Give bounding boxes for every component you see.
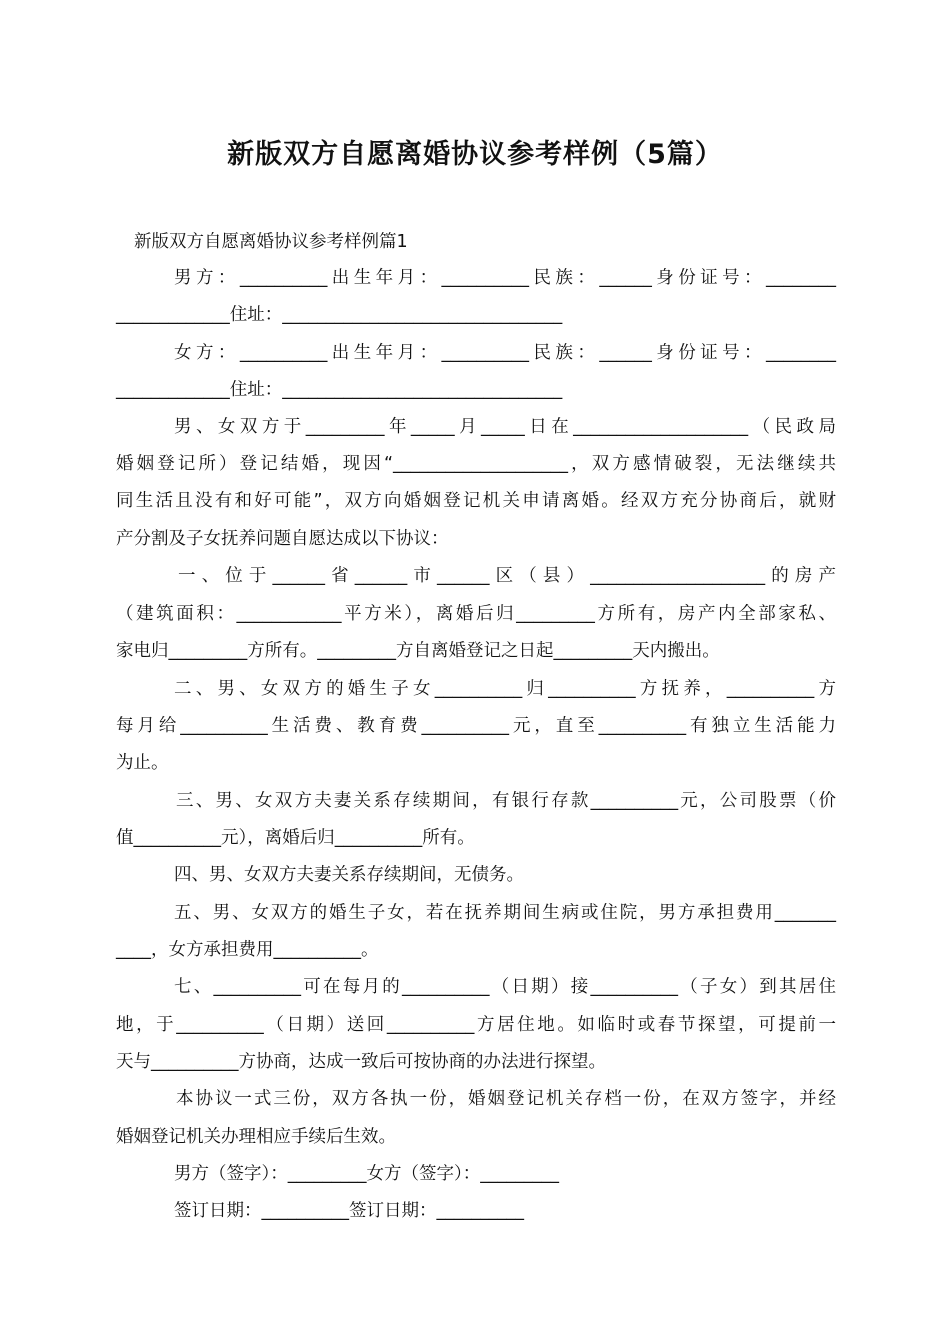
section-heading: 新版双方自愿离婚协议参考样例篇1	[134, 232, 408, 252]
clause-5-line: 五、男、女双方的婚生子女，若在抚养期间生病或住院，男方承担费用_______	[174, 903, 836, 923]
clause-2-line: 为止。	[116, 753, 169, 773]
female-info-line-2: _____________住址：________________________________	[116, 380, 563, 400]
clause-5-line: ____，女方承担费用__________。	[116, 940, 379, 960]
clause-4-line: 四、男、女双方夫妻关系存续期间，无债务。	[174, 865, 524, 885]
clause-1-line: 家电归_________方所有。_________方自离婚登记之日起_________天内搬出。	[116, 641, 720, 661]
clause-1-line: 一、位于______省______市______区（县）____________________的房产	[178, 566, 836, 586]
clause-1-line: （建筑面积：____________平方米），离婚后归_________方所有，房产内全部家私、	[116, 604, 836, 624]
clause-7-line: 七、__________可在每月的__________（日期）接__________（子女）到其居住	[174, 977, 836, 997]
male-info-line-2: _____________住址：________________________________	[116, 305, 563, 325]
signature-line: 男方（签字）：_________女方（签字）：_________	[174, 1164, 559, 1184]
paragraph-line: 产分割及子女抚养问题自愿达成以下协议：	[116, 529, 449, 549]
closing-line: 婚姻登记机关办理相应手续后生效。	[116, 1127, 396, 1147]
clause-3-line: 值__________元），离婚后归__________所有。	[116, 828, 475, 848]
date-line: 签订日期：__________签订日期：__________	[174, 1201, 524, 1221]
paragraph-line: 男、女双方于_________年_____月_____日在____________________（民政局	[174, 417, 836, 437]
clause-2-line: 每月给__________生活费、教育费__________元，直至__________有独立生活能力	[116, 716, 836, 736]
clause-7-line: 天与__________方协商，达成一致后可按协商的办法进行探望。	[116, 1052, 606, 1072]
document-title: 新版双方自愿离婚协议参考样例（5篇）	[227, 139, 723, 170]
clause-7-line: 地，于__________（日期）送回__________方居住地。如临时或春节探望，可提前一	[116, 1015, 836, 1035]
clause-2-line: 二、男、女双方的婚生子女__________归__________方抚养，__________方	[174, 679, 836, 699]
paragraph-line: 同生活且没有和好可能”，双方向婚姻登记机关申请离婚。经双方充分协商后，就财	[116, 491, 836, 511]
female-info-line-1: 女方：__________出生年月：__________民族：______身份证号：________	[174, 343, 836, 363]
paragraph-line: 婚姻登记所）登记结婚，现因“____________________，双方感情破裂，无法继续共	[116, 454, 836, 474]
closing-line: 本协议一式三份，双方各执一份，婚姻登记机关存档一份，在双方签字，并经	[176, 1089, 836, 1109]
clause-3-line: 三、男、女双方夫妻关系存续期间，有银行存款__________元，公司股票（价	[176, 791, 836, 811]
male-info-line-1: 男方：__________出生年月：__________民族：______身份证号：________	[174, 268, 836, 288]
